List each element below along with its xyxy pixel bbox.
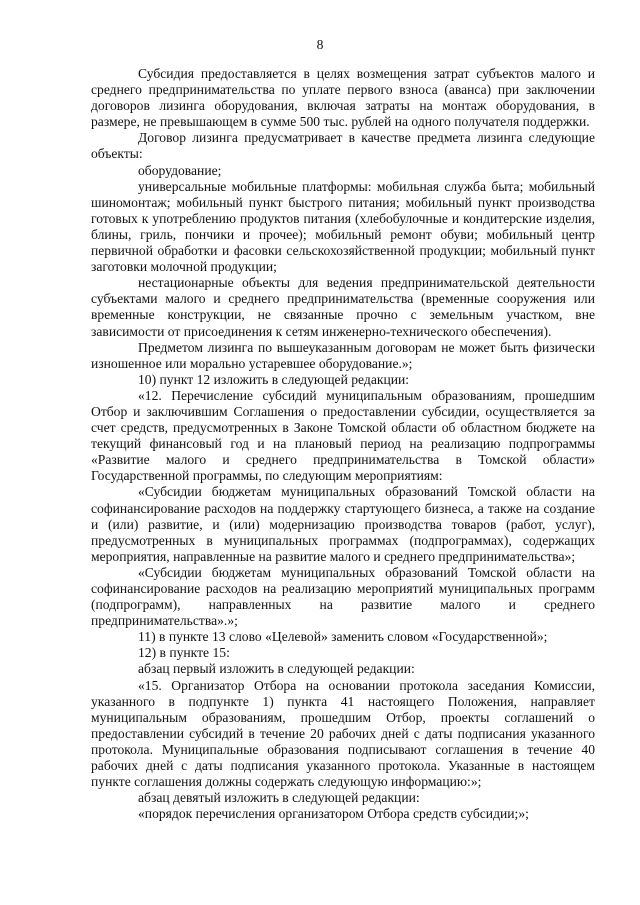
- paragraph-item-10: 10) пункт 12 изложить в следующей редакции:: [138, 371, 410, 387]
- paragraph-leasing-restriction: Предметом лизинга по вышеуказанным договорам не может быть физически изношенное или морально устаревшее оборудование.»;: [91, 339, 595, 371]
- paragraph-first-abzac: абзац первый изложить в следующей редакции:: [138, 661, 415, 677]
- paragraph-subsidy-programs: «Субсидии бюджетам муниципальных образований Томской области на софинансирование расходов на реализацию мероприятий муниципальных программ (подпрограмм), направленных на развитие малого и среднего предпринимательства».»;: [91, 564, 595, 629]
- paragraph-clause-15: «15. Организатор Отбора на основании протокола заседания Комиссии, указанного в подпункте 1) пункта 41 настоящего Положения, направляет муниципальным образованиям, прошедшим Отбор, проекты соглашений о предоставлении субсидий в течение 20 рабочих дней с даты подписания указанного протокола. Муниципальные образования подписывают соглашения в течение 40 рабочих дней с даты подписания указанного протокола. Указанные в настоящем пункте соглашения должны содержать следующую информацию:»;: [91, 677, 595, 790]
- paragraph-subsidy-purpose: Субсидия предоставляется в целях возмещения затрат субъектов малого и среднего предпринимательства по уплате первого взноса (аванса) при заключении договоров лизинга оборудования, включая затраты на монтаж оборудования, в размере, не превышающем в сумме 500 тыс. рублей на одного получателя поддержки.: [91, 66, 595, 130]
- paragraph-subsidy-startup: «Субсидии бюджетам муниципальных образований Томской области на софинансирование расходов на поддержку стартующего бизнеса, а также на создание и (или) развитие, и (или) модернизацию производства товаров (работ, услуг), предусмотренных в муниципальных программах (подпрограммах), содержащих мероприятия, направленные на развитие малого и среднего предпринимательства»;: [91, 484, 595, 564]
- paragraph-nonstationary-objects: нестационарные объекты для ведения предпринимательской деятельности субъектами малого и среднего предпринимательства (временные сооружения или временные конструкции, не связанные прочно с земельным участком, вне зависимости от присоединения к сетям инженерно-технического обеспечения).: [91, 275, 595, 339]
- paragraph-clause-12: «12. Перечисление субсидий муниципальным образованиям, прошедшим Отбор и заключившим Соглашения о предоставлении субсидии, осуществляется за счет средств, предусмотренных в Законе Томской области об областном бюджете на текущий финансовый год и на плановый период на реализацию подпрограммы «Развитие малого и среднего предпринимательства в Томской области» Государственной программы, по следующим мероприятиям:: [91, 387, 595, 484]
- document-body: [91, 66, 595, 822]
- paragraph-transfer-order: «порядок перечисления организатором Отбора средств субсидии;»;: [138, 806, 529, 822]
- paragraph-mobile-platforms: универсальные мобильные платформы: мобильная служба быта; мобильный шиномонтаж; мобильный пункт быстрого питания; мобильный пункт производства готовых к употреблению продуктов питания (хлебобулочные и кондитерские изделия, блины, гриль, пончики и прочее); мобильный ремонт обуви; мобильный центр первичной обработки и фасовки сельскохозяйственной продукции; мобильный пункт заготовки молочной продукции;: [91, 178, 595, 275]
- paragraph-item-11: 11) в пункте 13 слово «Целевой» заменить словом «Государственной»;: [138, 629, 548, 645]
- page-number: 8: [316, 37, 324, 52]
- paragraph-ninth-abzac: абзац девятый изложить в следующей редакции:: [138, 790, 420, 806]
- paragraph-leasing-objects-intro: Договор лизинга предусматривает в качестве предмета лизинга следующие объекты:: [91, 130, 595, 162]
- paragraph-item-12: 12) в пункте 15:: [138, 645, 230, 661]
- paragraph-equipment: оборудование;: [138, 162, 222, 178]
